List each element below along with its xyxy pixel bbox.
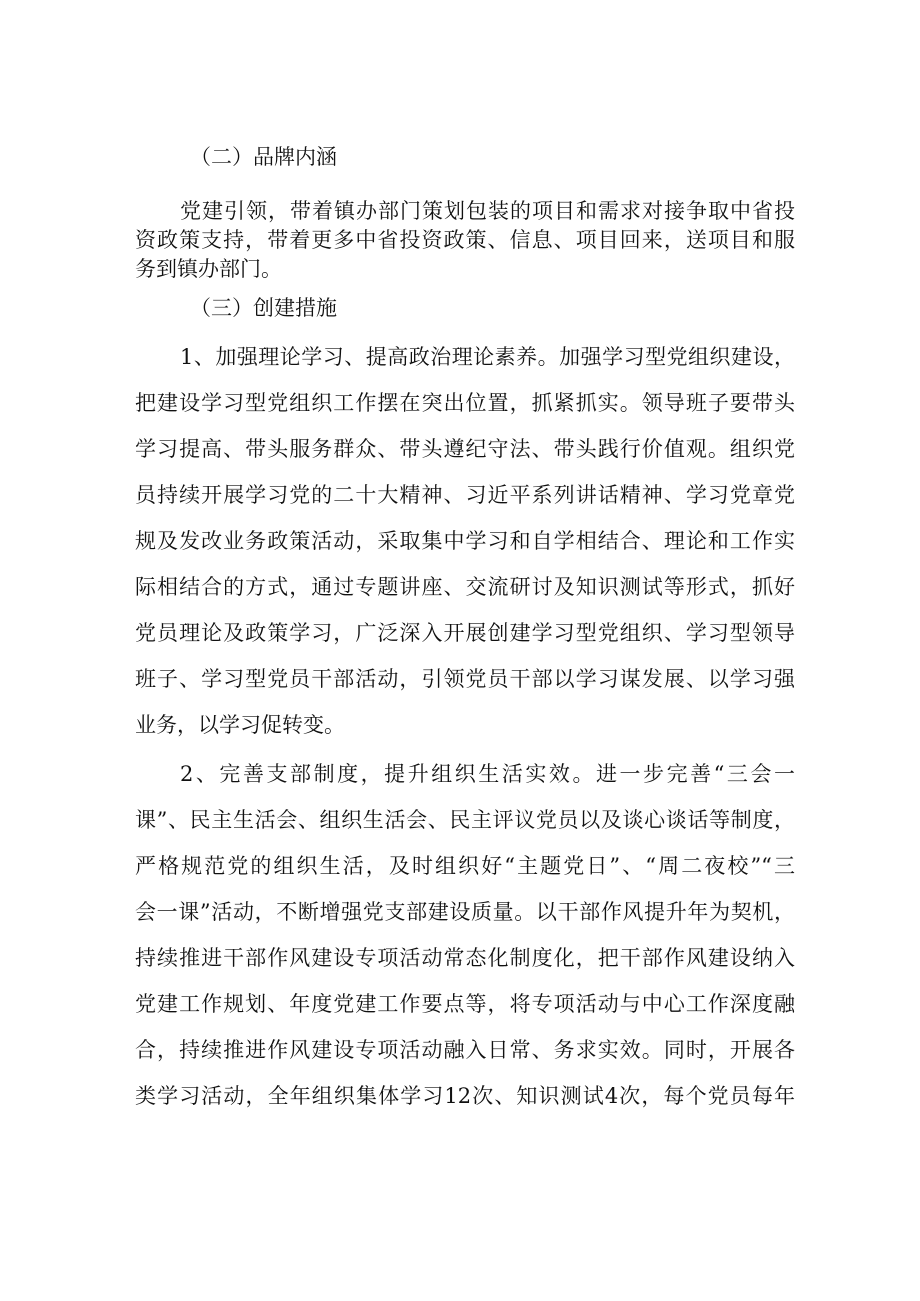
paragraph-line: 规及发改业务政策活动，采取集中学习和自学相结合、理论和工作实	[135, 529, 795, 553]
paragraph-line: 类学习活动，全年组织集体学习12次、知识测试4次，每个党员每年	[135, 1084, 795, 1108]
paragraph-line: 把建设学习型党组织工作摆在突出位置，抓紧抓实。领导班子要带头	[135, 391, 795, 415]
paragraph-line: 1、加强理论学习、提高政治理论素养。加强学习型党组织建设，	[180, 345, 795, 369]
paragraph-line: 课”、民主生活会、组织生活会、民主评议党员以及谈心谈话等制度，	[135, 808, 795, 832]
paragraph-line: 资政策支持，带着更多中省投资政策、信息、项目回来，送项目和服	[135, 228, 795, 252]
paragraph-line: 2、完善支部制度，提升组织生活实效。进一步完善“三会一	[180, 762, 795, 786]
paragraph-line: 党建工作规划、年度党建工作要点等，将专项活动与中心工作深度融	[135, 992, 795, 1016]
paragraph-line: 业务，以学习促转变。	[135, 713, 345, 737]
paragraph-line: 员持续开展学习党的二十大精神、习近平系列讲话精神、学习党章党	[135, 483, 795, 507]
paragraph-line: 合，持续推进作风建设专项活动融入日常、务求实效。同时，开展各	[135, 1038, 795, 1062]
paragraph-line: 学习提高、带头服务群众、带头遵纪守法、带头践行价值观。组织党	[135, 437, 795, 461]
paragraph-line: 务到镇办部门。	[135, 257, 282, 281]
section-heading-measures: （三）创建措施	[190, 296, 337, 320]
paragraph-line: 班子、学习型党员干部活动，引领党员干部以学习谋发展、以学习强	[135, 667, 795, 691]
paragraph-line: 持续推进干部作风建设专项活动常态化制度化，把干部作风建设纳入	[135, 946, 795, 970]
section-heading-brand-connotation: （二）品牌内涵	[190, 145, 337, 169]
paragraph-line: 际相结合的方式，通过专题讲座、交流研讨及知识测试等形式，抓好	[135, 575, 795, 599]
paragraph-line: 严格规范党的组织生活，及时组织好“主题党日”、“周二夜校”“三	[135, 854, 795, 878]
paragraph-line: 党员理论及政策学习，广泛深入开展创建学习型党组织、学习型领导	[135, 621, 795, 645]
paragraph-line: 会一课”活动，不断增强党支部建设质量。以干部作风提升年为契机，	[135, 900, 795, 924]
paragraph-line: 党建引领，带着镇办部门策划包装的项目和需求对接争取中省投	[180, 199, 795, 223]
